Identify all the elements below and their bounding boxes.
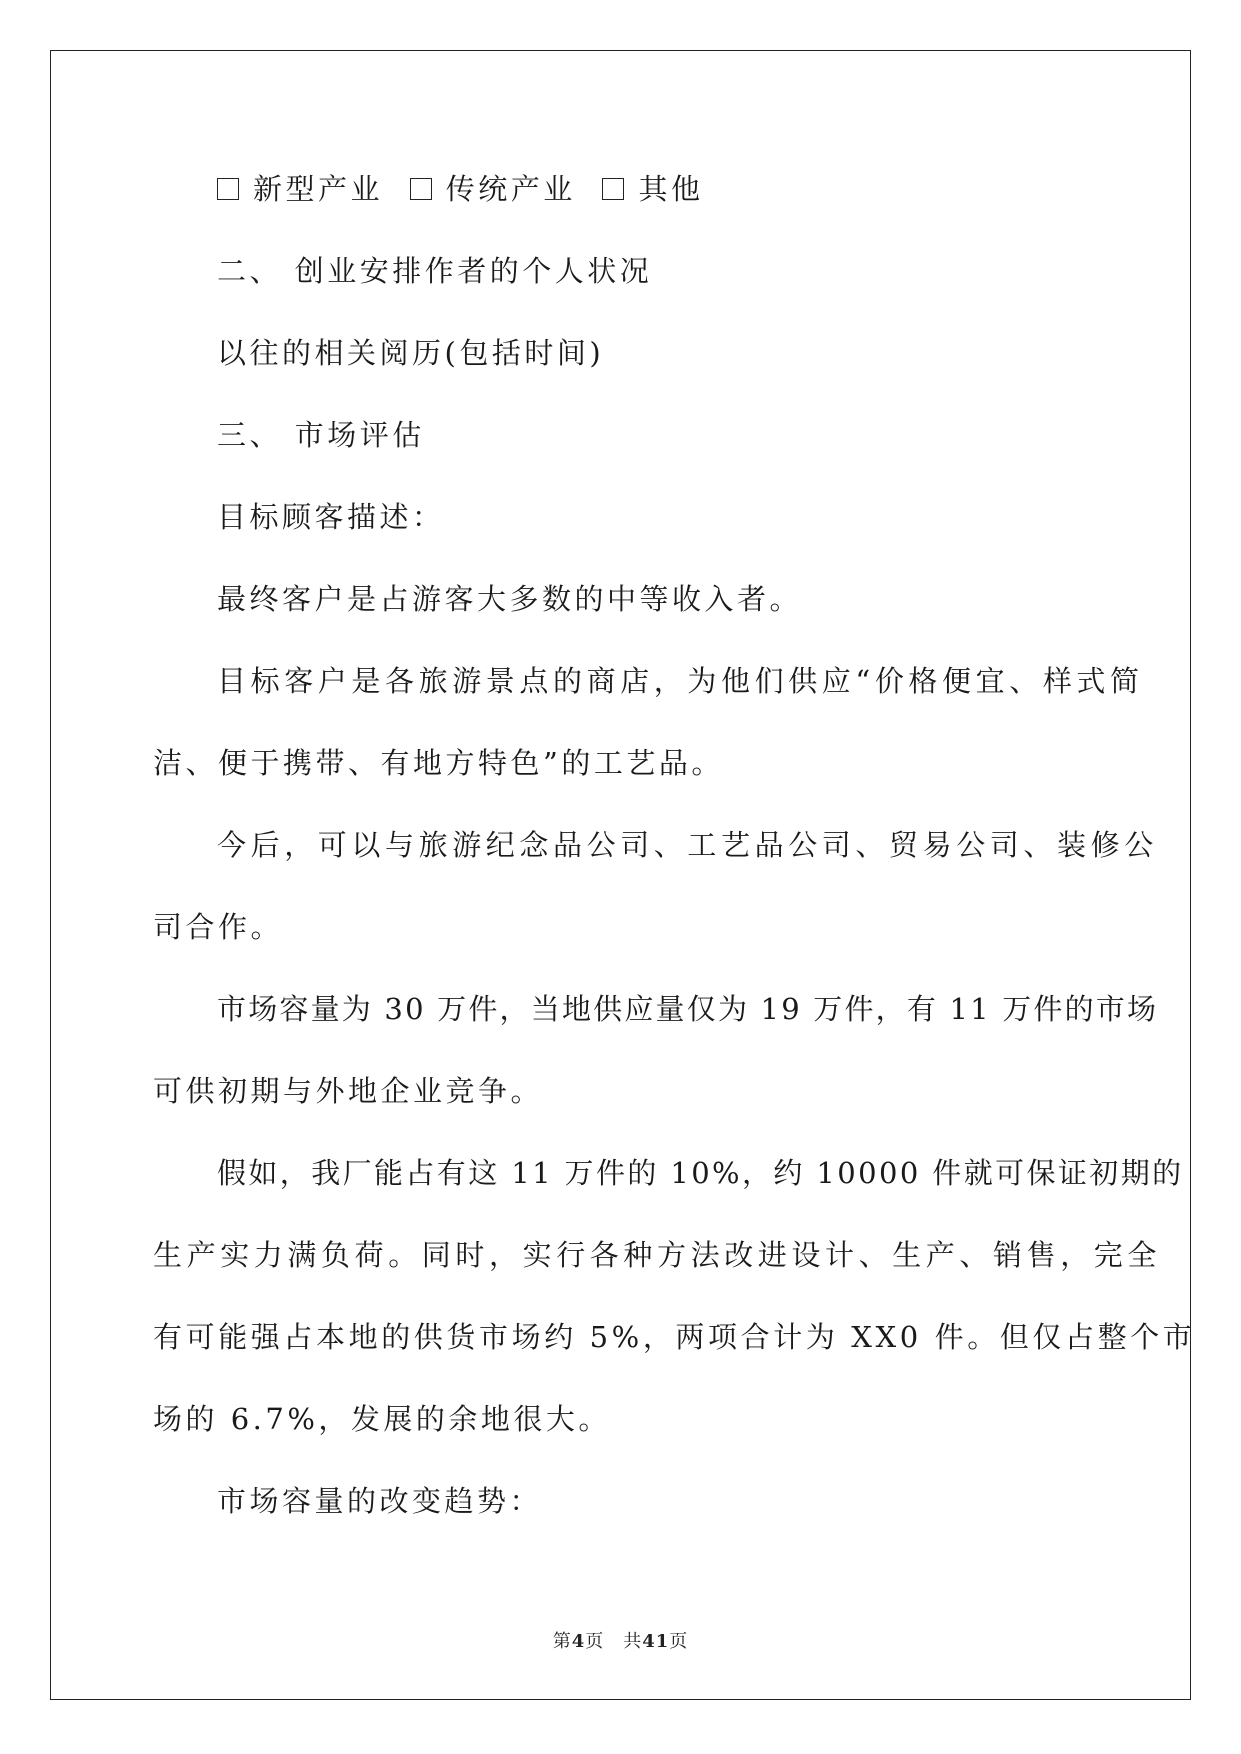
market-capacity-paragraph — [153, 980, 1159, 1144]
industry-type-options — [153, 160, 1088, 242]
target-customer-label: 目标顾客描述： — [217, 500, 445, 534]
paragraph-line: 可供初期与外地企业竞争。 — [153, 1074, 544, 1108]
paragraph-line: 假如，我厂能占有这 11 万件的 10%，约 10000 件就可保证初期的 — [217, 1156, 1184, 1190]
checkbox-new-industry-icon — [217, 178, 239, 200]
paragraph-line: 今后，可以与旅游纪念品公司、工艺品公司、贸易公司、装修公 — [217, 828, 1158, 862]
page-footer — [0, 1627, 1241, 1653]
checkbox-traditional-industry-icon — [410, 178, 432, 200]
paragraph-line: 场的 6.7%，发展的余地很大。 — [153, 1402, 611, 1436]
paragraph-line: 市场容量为 30 万件，当地供应量仅为 19 万件，有 11 万件的市场 — [217, 992, 1159, 1026]
option-traditional-industry: 传统产业 — [445, 172, 576, 206]
future-partners-paragraph — [153, 816, 1158, 980]
paragraph-line: 司合作。 — [153, 910, 284, 944]
paragraph-line: 洁、便于携带、有地方特色”的工艺品。 — [153, 746, 724, 780]
market-trend-label: 市场容量的改变趋势： — [217, 1484, 543, 1518]
footer-prefix: 第 — [552, 1631, 572, 1652]
paragraph-line: 目标客户是各旅游景点的商店，为他们供应“价格便宜、样式简 — [217, 664, 1144, 698]
target-customer-paragraph — [153, 652, 1144, 816]
checkbox-other-icon — [602, 178, 624, 200]
end-customer-line: 最终客户是占游客大多数的中等收入者。 — [217, 582, 803, 616]
market-share-paragraph — [153, 1144, 1196, 1472]
experience-line: 以往的相关阅历(包括时间) — [217, 336, 605, 370]
footer-suffix: 页 — [669, 1631, 689, 1652]
option-new-industry: 新型产业 — [253, 172, 384, 206]
option-other: 其他 — [638, 172, 704, 206]
footer-page-number: 4 — [571, 1631, 586, 1652]
section-3-heading: 三、 市场评估 — [217, 418, 425, 452]
footer-total-pages: 41 — [642, 1631, 670, 1652]
section-2-heading: 二、 创业安排作者的个人状况 — [217, 254, 653, 288]
footer-mid: 页 共 — [585, 1631, 643, 1652]
paragraph-line: 有可能强占本地的供货市场约 5%，两项合计为 XX0 件。但仅占整个市 — [153, 1320, 1196, 1354]
document-body — [153, 160, 1196, 1554]
paragraph-line: 生产实力满负荷。同时，实行各种方法改进设计、生产、销售，完全 — [153, 1238, 1162, 1272]
